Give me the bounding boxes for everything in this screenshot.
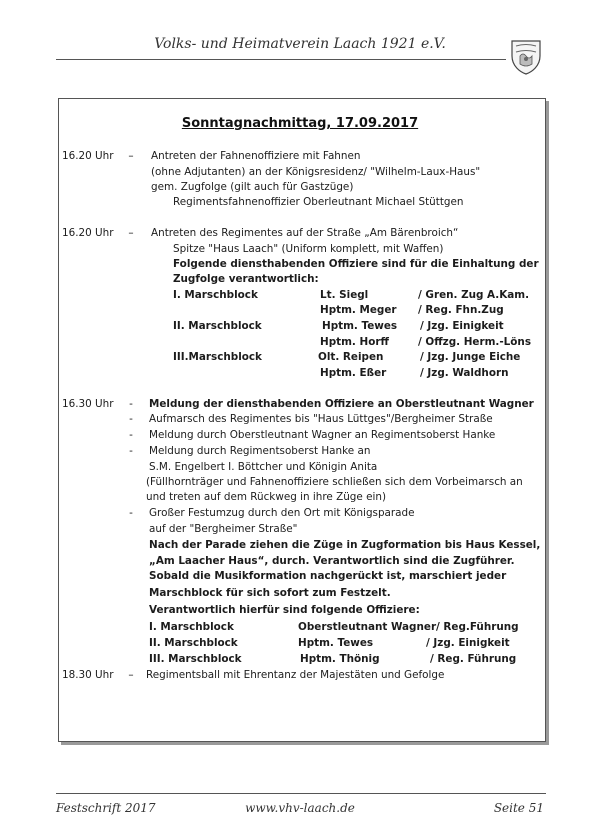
footer-publication: Festschrift 2017 (56, 801, 156, 815)
table-officer: Hptm. Tewes (298, 637, 374, 649)
coat-of-arms-icon (510, 38, 542, 76)
table-officer: Hptm. Meger (320, 304, 397, 316)
text-line: Marschblock für sich sofort zum Festzelt. (149, 587, 391, 599)
text-line: auf der "Bergheimer Straße" (149, 523, 298, 535)
footer-page-number: Seite 51 (493, 801, 544, 815)
time-label: 16.20 Uhr (62, 150, 114, 162)
dash: – (128, 669, 134, 681)
text-line: Regimentsfahnenoffizier Oberleutnant Michael Stüttgen (173, 196, 464, 208)
text-line: Verantwortlich hierfür sind folgende Offiziere: (149, 604, 420, 616)
text-line: Spitze "Haus Laach" (Uniform komplett, mit Waffen) (173, 243, 444, 255)
text-line: Sobald die Musikformation nachgerückt ist, marschiert jeder (149, 570, 507, 582)
table-unit: / Reg.Führung (436, 621, 519, 633)
dash: - (129, 429, 133, 441)
time-label: 16.30 Uhr (62, 398, 114, 410)
header-rule (56, 59, 506, 60)
table-block: III. Marschblock (149, 653, 242, 665)
text-line: Aufmarsch des Regimentes bis "Haus Lüttges"/Bergheimer Straße (149, 413, 493, 425)
text-line: „Am Laacher Haus“, durch. Verantwortlich sind die Zugführer. (149, 555, 515, 567)
table-officer: Hptm. Tewes (322, 320, 398, 332)
table-block: III.Marschblock (173, 351, 262, 363)
table-officer: Lt. Siegl (320, 289, 369, 301)
text-line: Meldung durch Oberstleutnant Wagner an Regimentsoberst Hanke (149, 429, 496, 441)
table-block: I. Marschblock (149, 621, 234, 633)
text-line: (ohne Adjutanten) an der Königsresidenz/ "Wilhelm-Laux-Haus" (151, 166, 481, 178)
table-officer: Oberstleutnant Wagner (298, 621, 437, 633)
text-line: (Füllhornträger und Fahnenoffiziere schließen sich dem Vorbeimarsch an (146, 476, 523, 488)
time-label: 16.20 Uhr (62, 227, 114, 239)
text-line: Großer Festumzug durch den Ort mit Königsparade (149, 507, 415, 519)
text-line: Zugfolge verantwortlich: (173, 273, 319, 285)
footer-rule (56, 793, 546, 794)
table-unit: / Jzg. Junge Eiche (420, 351, 521, 363)
table-unit: / Jzg. Einigkeit (420, 320, 504, 332)
dash: - (129, 507, 133, 519)
table-block: II. Marschblock (149, 637, 238, 649)
text-line: Regimentsball mit Ehrentanz der Majestäten und Gefolge (146, 669, 445, 681)
page-header-title: Volks- und Heimatverein Laach 1921 e.V. (154, 36, 446, 52)
dash: - (129, 445, 133, 457)
table-block: II. Marschblock (173, 320, 262, 332)
section-title: Sonntagnachmittag, 17.09.2017 (181, 116, 419, 131)
dash: – (128, 227, 134, 239)
table-unit: / Offzg. Herm.-Löns (418, 336, 532, 348)
dash: - (129, 398, 133, 410)
dash: – (128, 150, 134, 162)
footer-website-link[interactable]: www.vhv-laach.de (245, 801, 355, 815)
table-unit: / Reg. Führung (430, 653, 517, 665)
text-line: Folgende diensthabenden Offiziere sind für die Einhaltung der (173, 258, 539, 270)
table-unit: / Gren. Zug A.Kam. (418, 289, 530, 301)
text-line: Meldung durch Regimentsoberst Hanke an (149, 445, 371, 457)
table-unit: / Jzg. Einigkeit (426, 637, 510, 649)
text-line: Antreten der Fahnenoffiziere mit Fahnen (151, 150, 361, 162)
table-unit: / Jzg. Waldhorn (420, 367, 509, 379)
text-line: und treten auf dem Rückweg in ihre Züge ein) (146, 491, 387, 503)
text-line: Antreten des Regimentes auf der Straße „Am Bärenbroich“ (151, 227, 459, 239)
time-label: 18.30 Uhr (62, 669, 114, 681)
text-line: S.M. Engelbert I. Böttcher und Königin Anita (149, 461, 378, 473)
table-officer: Hptm. Eßer (320, 367, 387, 379)
table-unit: / Reg. Fhn.Zug (418, 304, 504, 316)
table-block: I. Marschblock (173, 289, 258, 301)
dash: - (129, 413, 133, 425)
text-line: Meldung der diensthabenden Offiziere an Oberstleutnant Wagner (149, 398, 534, 410)
table-officer: Olt. Reipen (318, 351, 384, 363)
text-line: Nach der Parade ziehen die Züge in Zugformation bis Haus Kessel, (149, 539, 541, 551)
table-officer: Hptm. Thönig (300, 653, 380, 665)
table-officer: Hptm. Horff (320, 336, 389, 348)
text-line: gem. Zugfolge (gilt auch für Gastzüge) (151, 181, 354, 193)
